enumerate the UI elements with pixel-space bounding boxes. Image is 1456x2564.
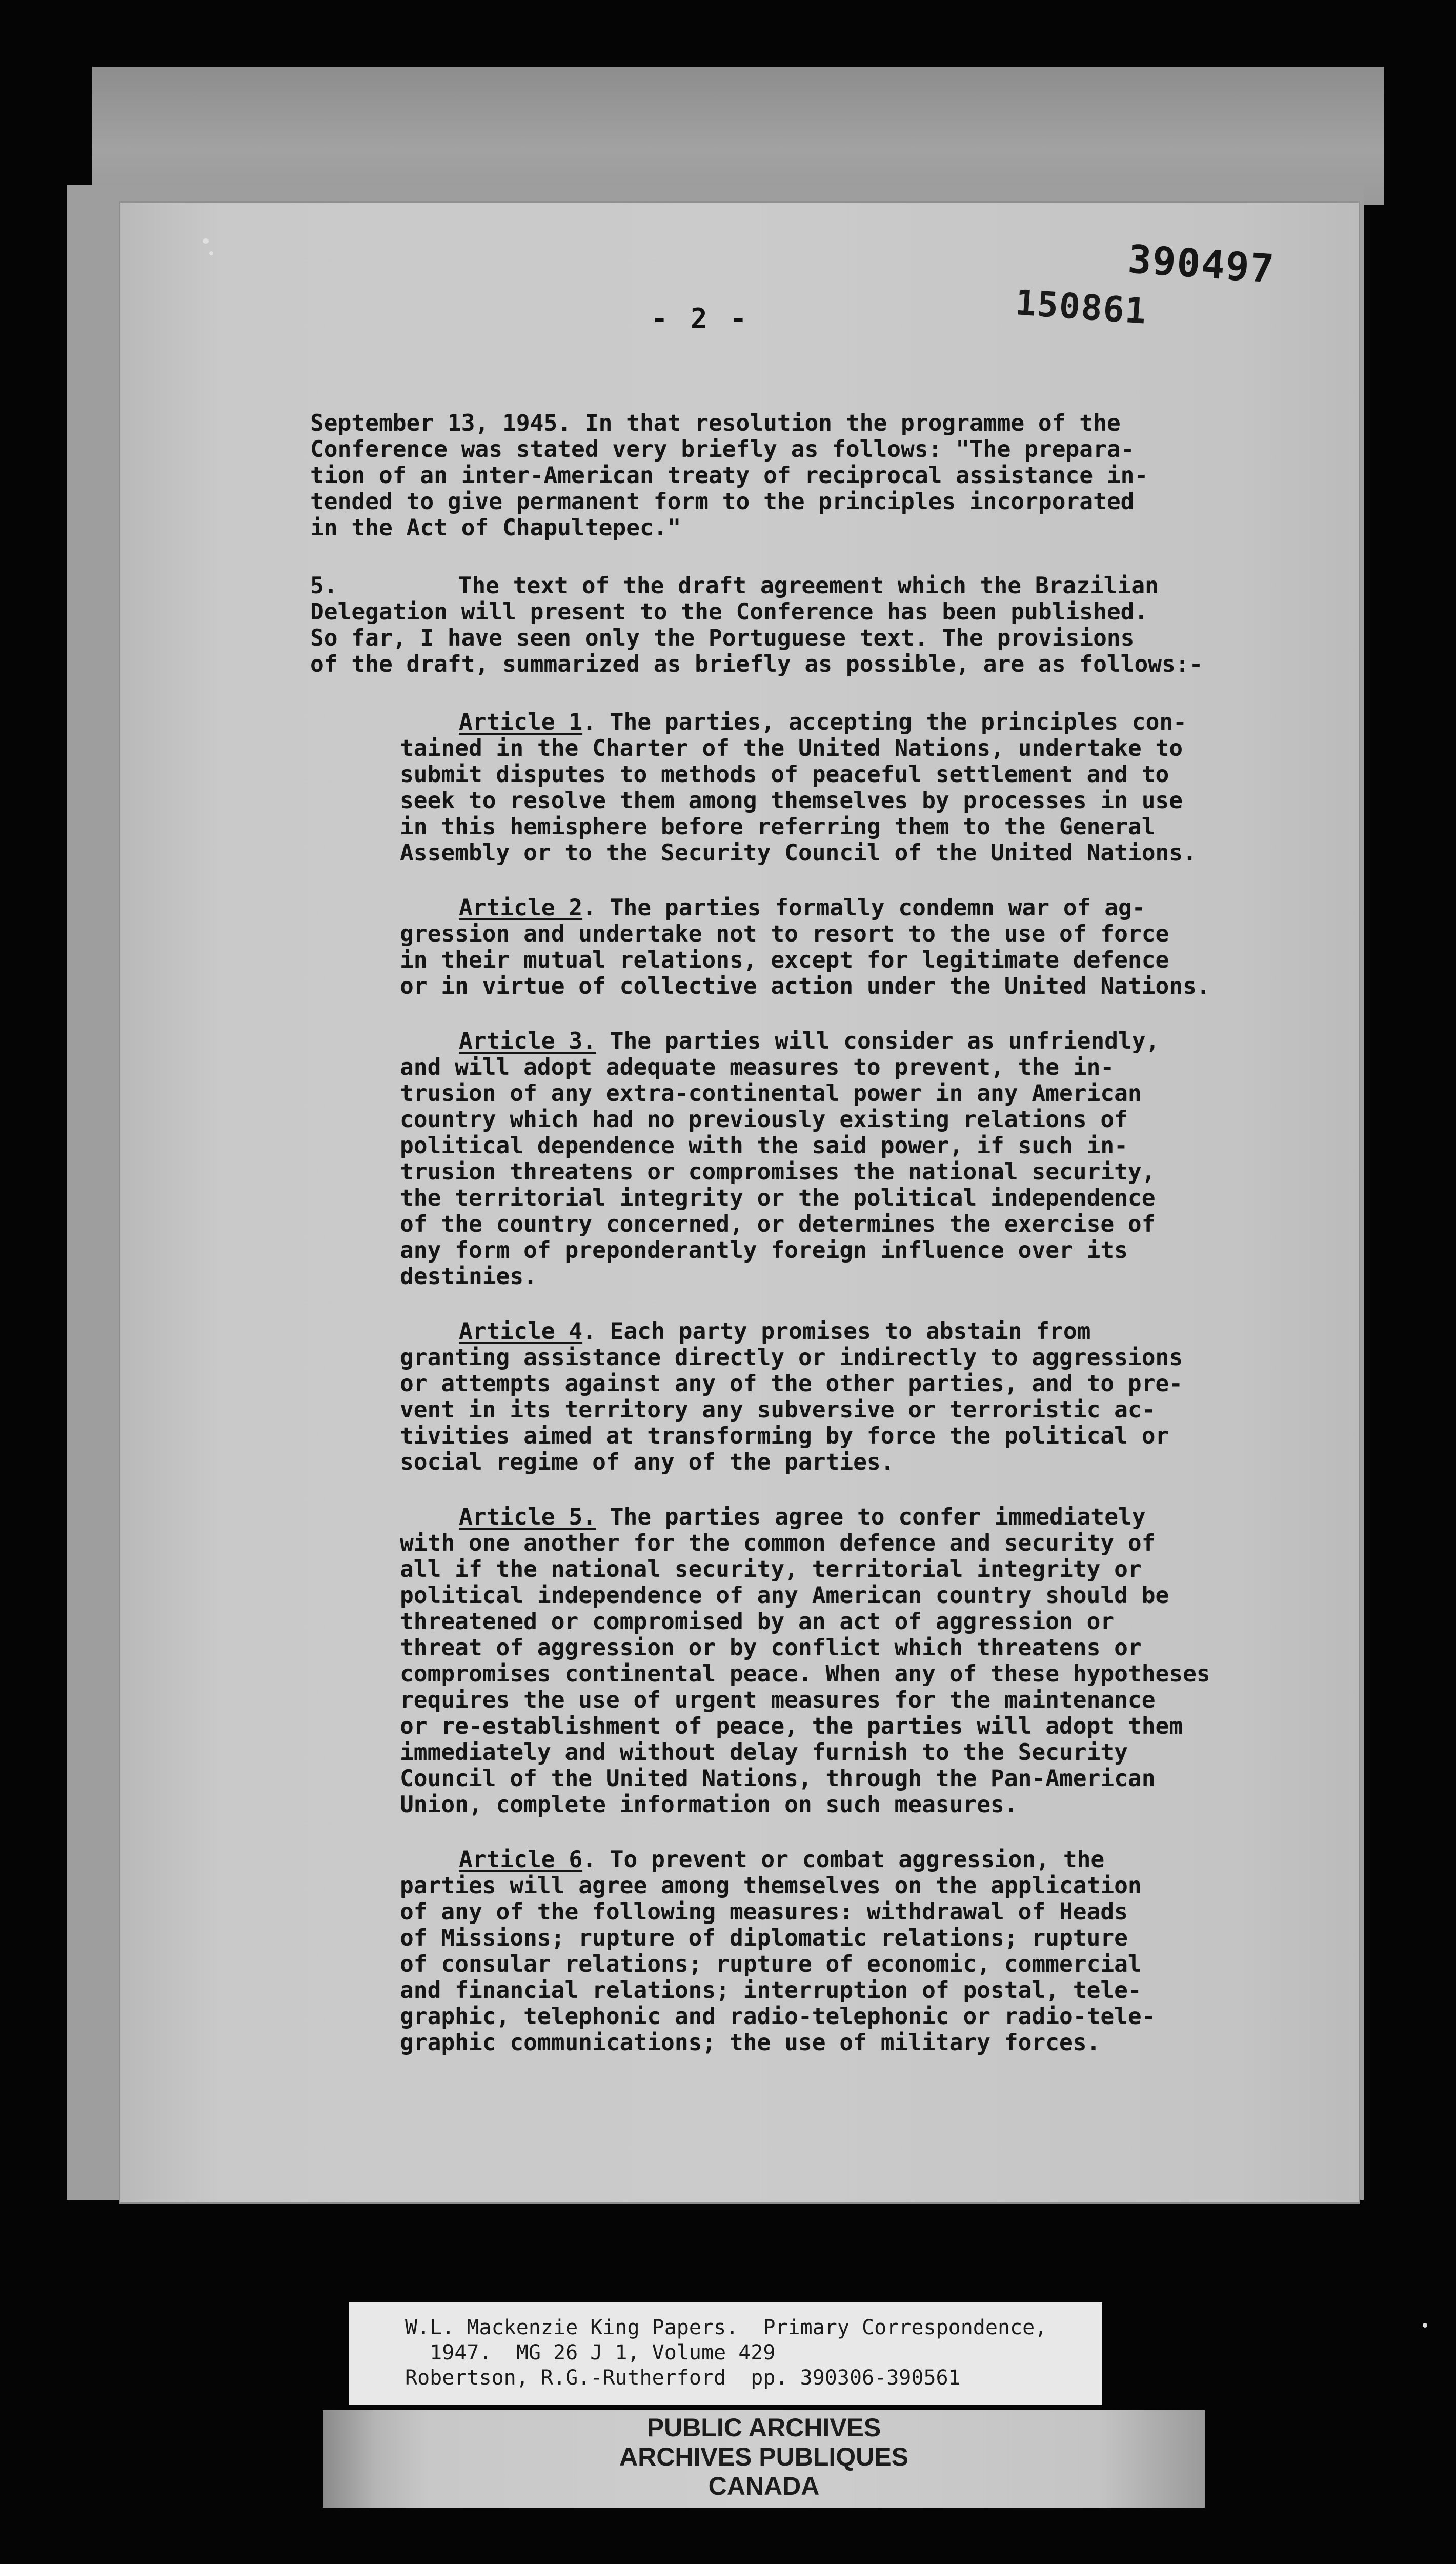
article-6-text: . To prevent or combat aggression, the parties will agree among themselves on the application of any of the following measures: withdrawal of Heads of Missions; rupture of diplomatic relations; rupture of consular relations; rupture of economic, commercial and financial relations; interruption of postal, tele- graphic, telephonic and radio-telephonic or radio-tele- graphic communications; the use of military forces.: [400, 1847, 1156, 2056]
article-2-label: Article 2: [459, 895, 583, 921]
article-1-text: . The parties, accepting the principles con- tained in the Charter of the United Nations, undertake to submit disputes to methods of peaceful settlement and to seek to resolve them among themselves by processes in use in this hemisphere before referring them to the General Assembly or to the Security Council of the United Nations.: [400, 709, 1197, 866]
article-4-label: Article 4: [459, 1318, 583, 1345]
article-4: [400, 1318, 1346, 1475]
archives-line-1: PUBLIC ARCHIVES: [646, 2413, 881, 2442]
article-1-label: Article 1: [459, 709, 583, 735]
citation-line-3: Robertson, R.G.-Rutherford pp. 390306-390561: [405, 2366, 961, 2390]
film-speck: [209, 251, 213, 255]
article-4-text: . Each party promises to abstain from granting assistance directly or indirectly to aggressions or attempts against any of the other parties, and to pre- vent in its territory any subversive or terroristic ac- tivities aimed at transforming by force the political or social regime of any of the parties.: [400, 1318, 1183, 1475]
article-5: [400, 1504, 1346, 1818]
citation-line-2: 1947. MG 26 J 1, Volume 429: [405, 2341, 776, 2365]
archive-stamp-number: 390497: [1126, 236, 1277, 292]
paragraph-5-text: The text of the draft agreement which the Brazilian Delegation will present to the Conference has been published. So far, I have seen only the Portuguese text. The provisions of the draft, summarized as briefly as possible, are as follows:-: [310, 573, 1203, 677]
film-speck: [1423, 2323, 1427, 2328]
intro-paragraph: September 13, 1945. In that resolution the programme of the Conference was stated very briefly as follows: "The prepara- tion of an inter-American treaty of reciprocal assistance in- tended to give permanent form to the principles incorporated in the Act of Chapultepec.": [310, 410, 1148, 541]
citation-line-1: W.L. Mackenzie King Papers. Primary Correspondence,: [405, 2316, 1047, 2339]
document-body: [310, 410, 1346, 2085]
archive-citation-text: [405, 2315, 1082, 2391]
article-3: [400, 1028, 1346, 1290]
archives-line-2: ARCHIVES PUBLIQUES: [619, 2442, 908, 2471]
paragraph-5: [310, 573, 1346, 677]
article-1: [400, 709, 1346, 866]
article-5-text: The parties agree to confer immediately with one another for the common defence and security of all if the national security, territorial integrity or political independence of any American country should be threatened or compromised by an act of aggression or threat of aggression or by conflict which threatens or compromises continental peace. When any of these hypotheses requires the use of urgent measures for the maintenance or re-establishment of peace, the parties will adopt them immediately and without delay furnish to the Security Council of the United Nations, through the Pan-American Union, complete information on such measures.: [400, 1504, 1210, 1818]
article-5-label: Article 5.: [459, 1504, 596, 1530]
article-2-text: . The parties formally condemn war of ag- gression and undertake not to resort to the use of force in their mutual relations, except for legitimate defence or in virtue of collective action under the United Nations.: [400, 895, 1210, 999]
film-speck: [203, 238, 209, 244]
struck-stamp-number: 150861: [1014, 283, 1149, 332]
article-2: [400, 895, 1346, 999]
page-number: - 2 -: [651, 303, 750, 335]
archives-line-3: CANADA: [708, 2472, 820, 2500]
article-6-label: Article 6: [459, 1847, 583, 1873]
article-3-label: Article 3.: [459, 1028, 596, 1054]
article-6: [400, 1847, 1346, 2056]
public-archives-text: [323, 2413, 1205, 2501]
paragraph-5-number: 5.: [310, 573, 338, 599]
article-3-text: The parties will consider as unfriendly, and will adopt adequate measures to prevent, the in- trusion of any extra-continental power in any American country which had no previously existing relations of political dependence with the said power, if such in- trusion threatens or compromises the national security, the territorial integrity or the political independence of the country concerned, or determines the exercise of any form of preponderantly foreign influence over its destinies.: [400, 1028, 1160, 1290]
